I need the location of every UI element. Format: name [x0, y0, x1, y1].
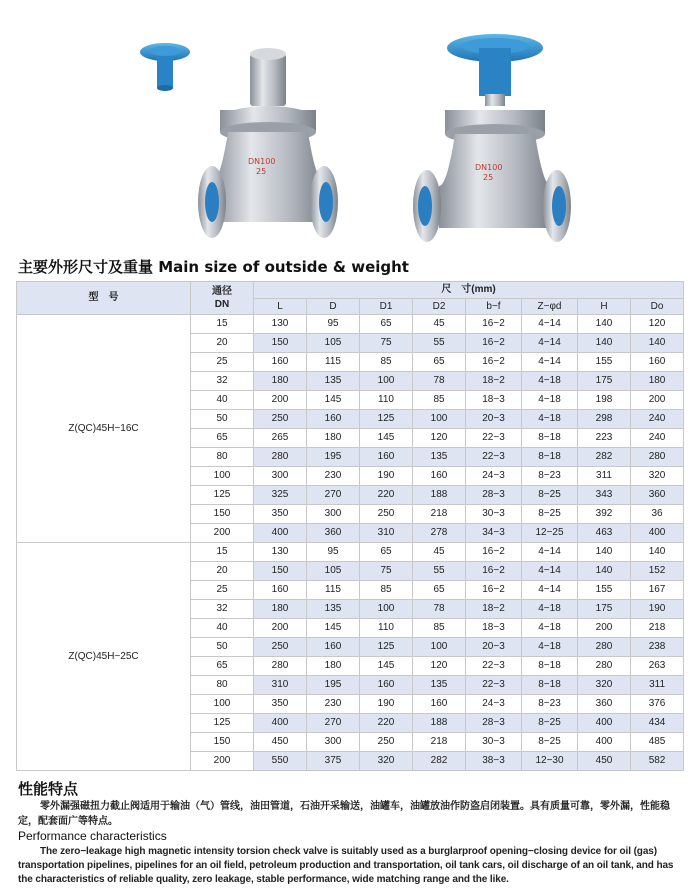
dimension-cell: 4−18	[522, 638, 578, 657]
dimension-cell: 160	[307, 410, 360, 429]
dimension-cell: 278	[413, 524, 466, 543]
dimension-cell: 12−30	[522, 752, 578, 771]
dimension-cell: 4−14	[522, 581, 578, 600]
performance-title-cn: 性能特点	[18, 780, 79, 798]
dimension-cell: 175	[578, 600, 631, 619]
dimension-cell: 320	[578, 676, 631, 695]
dimension-cell: 280	[254, 448, 307, 467]
dimension-cell: 160	[254, 581, 307, 600]
dimension-cell: 160	[360, 676, 413, 695]
dn-cell: 65	[191, 429, 254, 448]
dimension-cell: 140	[578, 334, 631, 353]
dimension-cell: 30−3	[466, 505, 522, 524]
handwheel	[140, 43, 190, 91]
dimension-cell: 400	[578, 714, 631, 733]
dimension-cell: 223	[578, 429, 631, 448]
dimension-cell: 115	[307, 581, 360, 600]
dimension-cell: 105	[307, 562, 360, 581]
dn-cell: 125	[191, 486, 254, 505]
dimension-cell: 28−3	[466, 486, 522, 505]
dimension-cell: 65	[360, 315, 413, 334]
valve-marking: DN100	[248, 157, 276, 166]
dimension-cell: 16−2	[466, 562, 522, 581]
dimension-cell: 311	[578, 467, 631, 486]
dimension-cell: 100	[413, 410, 466, 429]
dimension-cell: 310	[254, 676, 307, 695]
dimension-cell: 180	[307, 657, 360, 676]
dimension-cell: 238	[631, 638, 684, 657]
dimension-cell: 450	[254, 733, 307, 752]
dimension-cell: 100	[360, 600, 413, 619]
dimension-cell: 12−25	[522, 524, 578, 543]
dimension-cell: 34−3	[466, 524, 522, 543]
dimension-cell: 392	[578, 505, 631, 524]
model-cell: Z(QC)45H−25C	[17, 543, 191, 771]
dimension-cell: 145	[360, 429, 413, 448]
dimension-cell: 8−18	[522, 676, 578, 695]
size-table-container	[16, 281, 683, 771]
dn-cell: 40	[191, 619, 254, 638]
dimension-cell: 16−2	[466, 334, 522, 353]
dimension-cell: 140	[631, 543, 684, 562]
dimension-cell: 8−18	[522, 657, 578, 676]
dimension-cell: 582	[631, 752, 684, 771]
dimension-cell: 325	[254, 486, 307, 505]
dimension-cell: 130	[254, 543, 307, 562]
dimension-cell: 110	[360, 619, 413, 638]
dn-cell: 100	[191, 695, 254, 714]
dimension-cell: 188	[413, 486, 466, 505]
dimension-cell: 310	[360, 524, 413, 543]
dimension-cell: 485	[631, 733, 684, 752]
dimension-cell: 75	[360, 334, 413, 353]
dimension-cell: 22−3	[466, 448, 522, 467]
dimension-cell: 8−25	[522, 486, 578, 505]
dimension-cell: 20−3	[466, 410, 522, 429]
handwheel	[447, 34, 543, 96]
dimension-cell: 4−14	[522, 562, 578, 581]
dimension-cell: 16−2	[466, 581, 522, 600]
dimension-cell: 140	[578, 315, 631, 334]
dimension-cell: 18−2	[466, 372, 522, 391]
dimension-cell: 360	[631, 486, 684, 505]
dimension-cell: 8−25	[522, 733, 578, 752]
column-header-dim: H	[578, 299, 631, 315]
dimension-cell: 120	[631, 315, 684, 334]
dimension-cell: 250	[254, 410, 307, 429]
dimension-cell: 250	[254, 638, 307, 657]
dimension-cell: 4−14	[522, 353, 578, 372]
dimension-cell: 175	[578, 372, 631, 391]
dimension-cell: 8−23	[522, 467, 578, 486]
column-header-dim: D	[307, 299, 360, 315]
dimension-cell: 85	[360, 353, 413, 372]
dimension-cell: 115	[307, 353, 360, 372]
dimension-cell: 280	[254, 657, 307, 676]
dimension-cell: 45	[413, 315, 466, 334]
dimension-cell: 24−3	[466, 467, 522, 486]
dimension-cell: 4−18	[522, 600, 578, 619]
dimension-cell: 95	[307, 543, 360, 562]
dimension-cell: 85	[360, 581, 413, 600]
dimension-cell: 140	[578, 562, 631, 581]
dimension-cell: 167	[631, 581, 684, 600]
dn-cell: 20	[191, 562, 254, 581]
dimension-cell: 200	[631, 391, 684, 410]
dimension-cell: 18−2	[466, 600, 522, 619]
dimension-cell: 218	[413, 505, 466, 524]
dimension-cell: 145	[307, 619, 360, 638]
valve-marking: DN100	[475, 163, 503, 172]
column-header-model: 型 号	[17, 282, 191, 315]
valve-marking-2: 25	[483, 173, 494, 182]
dimension-cell: 150	[254, 562, 307, 581]
dimension-cell: 125	[360, 410, 413, 429]
column-header-dim: D2	[413, 299, 466, 315]
dimension-cell: 263	[631, 657, 684, 676]
dimension-cell: 110	[360, 391, 413, 410]
dimension-cell: 450	[578, 752, 631, 771]
dimension-cell: 18−3	[466, 619, 522, 638]
dimension-cell: 280	[631, 448, 684, 467]
dn-cell: 65	[191, 657, 254, 676]
dimension-cell: 350	[254, 505, 307, 524]
dimension-cell: 282	[578, 448, 631, 467]
dimension-cell: 230	[307, 467, 360, 486]
dimension-cell: 270	[307, 714, 360, 733]
dimension-cell: 250	[360, 733, 413, 752]
dimension-cell: 160	[631, 353, 684, 372]
dimension-cell: 4−18	[522, 410, 578, 429]
dimension-cell: 188	[413, 714, 466, 733]
section-title: 主要外形尺寸及重量 Main size of outside & weight	[18, 258, 409, 276]
dimension-cell: 65	[360, 543, 413, 562]
dimension-cell: 4−14	[522, 543, 578, 562]
dimension-cell: 30−3	[466, 733, 522, 752]
dimension-cell: 85	[413, 619, 466, 638]
dimension-cell: 160	[413, 467, 466, 486]
column-header-dim: Z−φd	[522, 299, 578, 315]
dn-cell: 200	[191, 752, 254, 771]
dimension-cell: 125	[360, 638, 413, 657]
performance-title-en: Performance characteristics	[18, 829, 167, 843]
table-row	[17, 315, 684, 334]
dimension-cell: 180	[307, 429, 360, 448]
dimension-cell: 320	[631, 467, 684, 486]
dimension-cell: 298	[578, 410, 631, 429]
dn-cell: 150	[191, 733, 254, 752]
dimension-cell: 4−18	[522, 391, 578, 410]
dimension-cell: 180	[254, 372, 307, 391]
dimension-cell: 220	[360, 486, 413, 505]
dimension-cell: 135	[413, 448, 466, 467]
dimension-cell: 375	[307, 752, 360, 771]
dn-cell: 50	[191, 410, 254, 429]
dimension-cell: 265	[254, 429, 307, 448]
dn-cell: 80	[191, 676, 254, 695]
dimension-cell: 140	[578, 543, 631, 562]
dimension-cell: 152	[631, 562, 684, 581]
dimension-cell: 200	[254, 619, 307, 638]
dimension-cell: 4−18	[522, 619, 578, 638]
dimension-cell: 218	[413, 733, 466, 752]
dimension-cell: 65	[413, 581, 466, 600]
dimension-cell: 78	[413, 372, 466, 391]
size-table	[16, 281, 684, 771]
dimension-cell: 18−3	[466, 391, 522, 410]
dimension-cell: 95	[307, 315, 360, 334]
dimension-cell: 78	[413, 600, 466, 619]
dimension-cell: 16−2	[466, 353, 522, 372]
dn-cell: 32	[191, 600, 254, 619]
dn-cell: 80	[191, 448, 254, 467]
dn-cell: 25	[191, 581, 254, 600]
dimension-cell: 22−3	[466, 429, 522, 448]
performance-text-cn: 零外漏强磁扭力截止阀适用于输油（气）管线，油田管道，石油开采输送，油罐车，油罐放油作防盗启闭装置。具有质量可靠，零外漏，性能稳定，配套面广等特点。	[18, 801, 670, 827]
dimension-cell: 8−18	[522, 429, 578, 448]
dimension-cell: 360	[578, 695, 631, 714]
dimension-cell: 282	[413, 752, 466, 771]
dimension-cell: 198	[578, 391, 631, 410]
dimension-cell: 16−2	[466, 315, 522, 334]
dimension-cell: 400	[254, 524, 307, 543]
dimension-cell: 195	[307, 448, 360, 467]
dn-cell: 20	[191, 334, 254, 353]
dimension-cell: 55	[413, 334, 466, 353]
dimension-cell: 135	[307, 372, 360, 391]
dimension-cell: 240	[631, 429, 684, 448]
column-header-dimensions: 尺 寸(mm)	[254, 282, 684, 299]
dimension-cell: 145	[360, 657, 413, 676]
dimension-cell: 120	[413, 657, 466, 676]
dn-cell: 15	[191, 543, 254, 562]
dimension-cell: 155	[578, 353, 631, 372]
gate-valve-photo-disassembled	[140, 32, 340, 242]
dn-cell: 40	[191, 391, 254, 410]
dimension-cell: 360	[307, 524, 360, 543]
dimension-cell: 135	[307, 600, 360, 619]
column-header-dim: b−f	[466, 299, 522, 315]
dimension-cell: 65	[413, 353, 466, 372]
dimension-cell: 180	[631, 372, 684, 391]
dimension-cell: 300	[307, 505, 360, 524]
dimension-cell: 75	[360, 562, 413, 581]
dimension-cell: 160	[307, 638, 360, 657]
dimension-cell: 16−2	[466, 543, 522, 562]
dimension-cell: 200	[254, 391, 307, 410]
dimension-cell: 22−3	[466, 657, 522, 676]
dn-cell: 15	[191, 315, 254, 334]
dimension-cell: 160	[254, 353, 307, 372]
dimension-cell: 190	[631, 600, 684, 619]
dimension-cell: 100	[360, 372, 413, 391]
dn-cell: 50	[191, 638, 254, 657]
dimension-cell: 250	[360, 505, 413, 524]
dimension-cell: 550	[254, 752, 307, 771]
dimension-cell: 105	[307, 334, 360, 353]
dimension-cell: 28−3	[466, 714, 522, 733]
dimension-cell: 22−3	[466, 676, 522, 695]
dimension-cell: 400	[254, 714, 307, 733]
dimension-cell: 4−14	[522, 334, 578, 353]
dimension-cell: 160	[413, 695, 466, 714]
dimension-cell: 400	[631, 524, 684, 543]
dimension-cell: 155	[578, 581, 631, 600]
dimension-cell: 145	[307, 391, 360, 410]
dimension-cell: 350	[254, 695, 307, 714]
dimension-cell: 55	[413, 562, 466, 581]
dimension-cell: 150	[254, 334, 307, 353]
dn-cell: 32	[191, 372, 254, 391]
dn-cell: 200	[191, 524, 254, 543]
table-body	[17, 315, 684, 771]
dimension-cell: 270	[307, 486, 360, 505]
dimension-cell: 195	[307, 676, 360, 695]
dimension-cell: 180	[254, 600, 307, 619]
column-header-dim: D1	[360, 299, 413, 315]
dimension-cell: 4−18	[522, 372, 578, 391]
dimension-cell: 300	[254, 467, 307, 486]
dimension-cell: 190	[360, 467, 413, 486]
performance-text-en: The zero−leakage high magnetic intensity torsion check valve is suitably used as a burglarproof opening−closing device for oil (gas) transportation pipelines, pipelines for an oil field, petroleum production and transportation, oil tank cars, oil discharge of an oil tank, and has the characteristics of reliable quality, zero leakage, stable performance, wide matching range and the like.	[18, 846, 674, 885]
dimension-cell: 218	[631, 619, 684, 638]
dimension-cell: 8−25	[522, 505, 578, 524]
valve-marking-2: 25	[256, 167, 267, 176]
dimension-cell: 140	[631, 334, 684, 353]
dimension-cell: 8−23	[522, 695, 578, 714]
dimension-cell: 120	[413, 429, 466, 448]
dimension-cell: 434	[631, 714, 684, 733]
dimension-cell: 240	[631, 410, 684, 429]
dimension-cell: 8−25	[522, 714, 578, 733]
dn-cell: 25	[191, 353, 254, 372]
dimension-cell: 160	[360, 448, 413, 467]
dn-cell: 150	[191, 505, 254, 524]
dimension-cell: 220	[360, 714, 413, 733]
column-header-dn: 通径 DN	[191, 282, 254, 315]
table-row	[17, 543, 684, 562]
dimension-cell: 311	[631, 676, 684, 695]
dimension-cell: 343	[578, 486, 631, 505]
dimension-cell: 463	[578, 524, 631, 543]
dimension-cell: 400	[578, 733, 631, 752]
model-cell: Z(QC)45H−16C	[17, 315, 191, 543]
dimension-cell: 45	[413, 543, 466, 562]
dimension-cell: 20−3	[466, 638, 522, 657]
dimension-cell: 4−14	[522, 315, 578, 334]
column-header-dim: Do	[631, 299, 684, 315]
dimension-cell: 8−18	[522, 448, 578, 467]
dimension-cell: 376	[631, 695, 684, 714]
dimension-cell: 280	[578, 638, 631, 657]
product-photos	[0, 0, 700, 250]
dimension-cell: 24−3	[466, 695, 522, 714]
dimension-cell: 130	[254, 315, 307, 334]
dimension-cell: 280	[578, 657, 631, 676]
dimension-cell: 190	[360, 695, 413, 714]
dimension-cell: 100	[413, 638, 466, 657]
dimension-cell: 135	[413, 676, 466, 695]
dimension-cell: 200	[578, 619, 631, 638]
dimension-cell: 320	[360, 752, 413, 771]
dn-cell: 100	[191, 467, 254, 486]
dn-cell: 125	[191, 714, 254, 733]
dimension-cell: 85	[413, 391, 466, 410]
dimension-cell: 36	[631, 505, 684, 524]
column-header-dim: L	[254, 299, 307, 315]
gate-valve-photo-assembled	[405, 28, 575, 243]
dimension-cell: 230	[307, 695, 360, 714]
dimension-cell: 38−3	[466, 752, 522, 771]
dimension-cell: 300	[307, 733, 360, 752]
